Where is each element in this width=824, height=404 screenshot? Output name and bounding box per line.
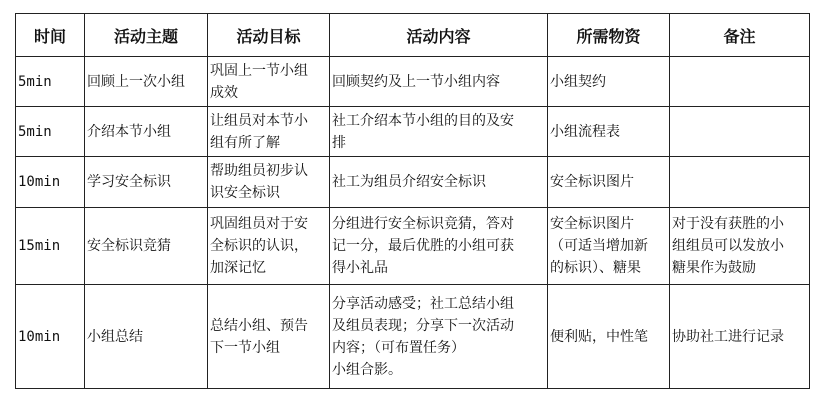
cell-content-text: 社工介绍本节小组的目的及安 排 [332,112,514,151]
header-row [16,14,810,57]
cell-time: 15min [16,208,85,285]
cell-remarks [670,107,810,157]
activity-plan-table [15,13,810,389]
table-row [16,57,810,107]
cell-goal [208,285,330,389]
cell-goal [208,107,330,157]
cell-materials-text: 小组流程表 [550,123,620,140]
cell-goal-text: 总结小组、预告 下一节小组 [210,317,308,356]
cell-remarks [670,157,810,208]
cell-goal-text: 巩固组员对于安 全标识的认识， 加深记忆 [210,216,308,276]
cell-materials-text: 安全标识图片 [550,174,634,190]
cell-content [330,157,548,208]
cell-content [330,57,548,107]
table-row [16,208,810,285]
cell-theme: 小组总结 [85,285,208,389]
cell-goal-text: 帮助组员初步认 识安全标识 [210,163,308,201]
cell-content [330,285,548,389]
cell-remarks [670,208,810,285]
header-time: 时间 [16,14,85,57]
cell-theme: 介绍本节小组 [85,107,208,157]
cell-remarks-text: 协助社工进行记录 [672,328,784,345]
header-content: 活动内容 [330,14,548,57]
cell-time: 5min [16,107,85,157]
cell-goal [208,57,330,107]
cell-content-text: 分享活动感受；社工总结小组 及组员表现；分享下一次活动 内容；（可布置任务） 小组合影。 [332,295,514,378]
cell-theme: 学习安全标识 [85,157,208,208]
cell-materials [548,57,670,107]
cell-time: 5min [16,57,85,107]
table-row [16,157,810,208]
cell-materials-text: 便利贴，中性笔 [550,328,648,345]
cell-content-text: 社工为组员介绍安全标识 [332,174,486,190]
cell-content [330,208,548,285]
cell-content-text: 回顾契约及上一节小组内容 [332,73,500,90]
cell-materials [548,107,670,157]
header-goal: 活动目标 [208,14,330,57]
cell-remarks [670,57,810,107]
cell-remarks-text: 对于没有获胜的小 组组员可以发放小 糖果作为鼓励 [672,216,784,276]
cell-materials-text: 安全标识图片 （可适当增加新 的标识）、糖果 [550,216,648,276]
cell-goal [208,157,330,208]
header-remarks: 备注 [670,14,810,57]
cell-remarks [670,285,810,389]
cell-materials [548,208,670,285]
cell-goal [208,208,330,285]
header-materials: 所需物资 [548,14,670,57]
cell-time: 10min [16,285,85,389]
cell-materials [548,157,670,208]
cell-content [330,107,548,157]
cell-time: 10min [16,157,85,208]
header-theme: 活动主题 [85,14,208,57]
cell-theme: 安全标识竞猜 [85,208,208,285]
table-row [16,107,810,157]
cell-goal-text: 让组员对本节小 组有所了解 [210,112,308,151]
cell-theme: 回顾上一次小组 [85,57,208,107]
table-row [16,285,810,389]
cell-materials [548,285,670,389]
cell-materials-text: 小组契约 [550,73,606,90]
cell-goal-text: 巩固上一节小组 成效 [210,62,308,101]
cell-content-text: 分组进行安全标识竞猜，答对 记一分，最后优胜的小组可获 得小礼品 [332,216,514,276]
